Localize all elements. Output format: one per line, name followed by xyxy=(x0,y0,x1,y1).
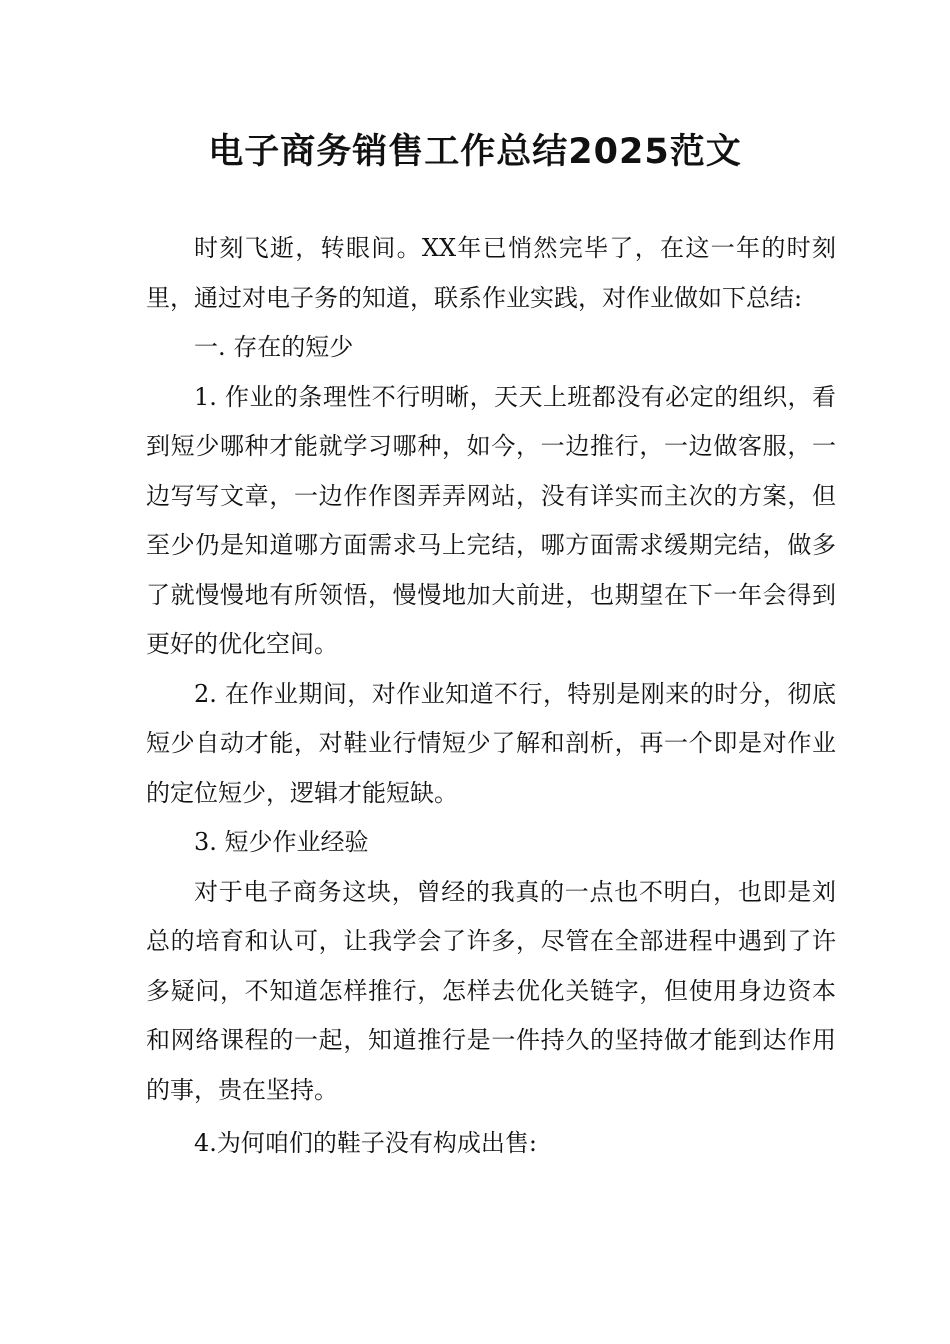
document-title: 电子商务销售工作总结2025范文 xyxy=(208,132,742,172)
paragraph-point-4-heading: 4.为何咱们的鞋子没有构成出售: xyxy=(194,1129,537,1157)
paragraph-point-2: 2. 在作业期间，对作业知道不行，特别是刚来的时分，彻底短少自动才能，对鞋业行情短少了解和剖析，再一个即是对作业的定位短少，逻辑才能短缺。 xyxy=(146,679,836,807)
paragraph-point-3-heading: 3. 短少作业经验 xyxy=(194,828,369,856)
paragraph-intro: 时刻飞逝，转眼间。XX年已悄然完毕了，在这一年的时刻里，通过对电子务的知道，联系作业实践，对作业做如下总结: xyxy=(146,234,836,312)
section-heading-shortcomings: 一. 存在的短少 xyxy=(194,333,354,361)
paragraph-point-1: 1. 作业的条理性不行明晰，天天上班都没有必定的组织，看到短少哪种才能就学习哪种，如今，一边推行，一边做客服，一边写写文章，一边作作图弄弄网站，没有详实而主次的方案，但至少仍是知道哪方面需求马上完结，哪方面需求缓期完结，做多了就慢慢地有所领悟，慢慢地加大前进，也期望在下一年会得到更好的优化空间。 xyxy=(146,382,836,658)
document-body xyxy=(146,224,836,1169)
paragraph-experience: 对于电子商务这块，曾经的我真的一点也不明白，也即是刘总的培育和认可，让我学会了许多，尽管在全部进程中遇到了许多疑问，不知道怎样推行，怎样去优化关链字，但使用身边资本和网络课程的一起，知道推行是一件持久的坚持做才能到达作用的事，贵在坚持。 xyxy=(146,877,836,1104)
